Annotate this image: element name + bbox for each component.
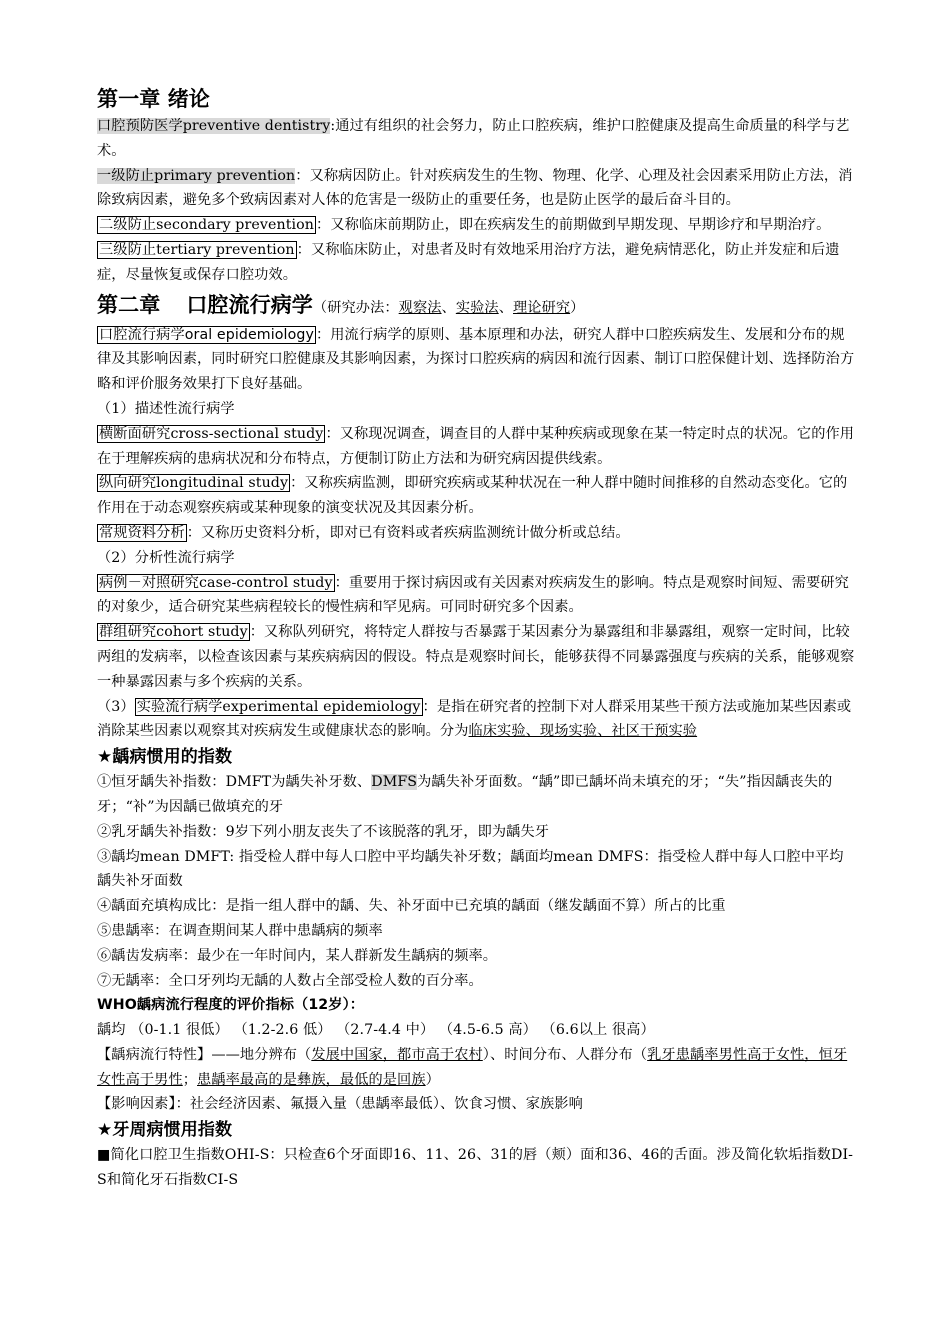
term-case-control: 病例－对照研究case-control study — [99, 574, 333, 591]
caries-index-2: ②乳牙龋失补指数：9岁下列小朋友丧失了不该脱落的乳牙，即为龋失牙 — [97, 823, 550, 840]
term-tertiary-prevention: 三级防止tertiary prevention — [99, 241, 295, 258]
paragraph-experimental: （3） 实验流行病学experimental epidemiology ：是指在研究者的控制下对人群采用某些干预方法或施加某些因素或消除某些因素以观察其对疾病发生或健康状态的影响。分为临床实验、现场实验、社区干预实验 — [97, 698, 852, 740]
document-content — [97, 84, 855, 1193]
caries-index-1: ①恒牙龋失补指数：DMFT为龋失补牙数、DMFS为龋失补牙面数。“龋”即已龋坏尚未填充的牙；“失”指因龋丧失的牙；“补”为因龋已做填充的牙 — [97, 774, 833, 815]
caries-epidemiology: 【龋病流行特性】——地分辨布（发展中国家，都市高于农村）、时间分布、人群分布（乳牙患龋率男性高于女性，恒牙女性高于男性；患龋率最高的是彝族，最低的是回族） — [97, 1046, 848, 1088]
term-cohort: 群组研究cohort study — [99, 624, 248, 641]
caries-index-5: ⑤患龋率：在调查期间某人群中患龋病的频率 — [97, 922, 383, 939]
chapter-1-title: 第一章 绪论 — [97, 87, 210, 111]
caries-index-4: ④龋面充填构成比：是指一组人群中的龋、失、补牙面中已充填的龋面（继发龋面不算）所占的比重 — [97, 898, 726, 915]
who-criteria-levels: 龋均 （0-1.1 很低） （1.2-2.6 低） （2.7-4.4 中） （4.5-6.5 高） （6.6以上 很高） — [97, 1022, 655, 1039]
paragraph-secondary-prevention: 二级防止secondary prevention ：又称临床前期防止，即在疾病发生的前期做到早期发现、早期诊疗和早期治疗。 — [99, 217, 831, 234]
paragraph-routine-analysis: 常规资料分析 ：又称历史资料分析，即对已有资料或者疾病监测统计做分析或总结。 — [99, 524, 630, 541]
term-routine-analysis: 常规资料分析 — [99, 524, 185, 541]
term-cross-sectional: 横断面研究cross-sectional study — [99, 425, 324, 442]
caries-index-6: ⑥龋齿发病率：最少在一年时间内，某人群新发生龋病的频率。 — [97, 947, 498, 964]
chapter-2-methods: （研究办法：观察法、实验法、理论研究） — [312, 299, 585, 316]
who-criteria-title: WHO龋病流行程度的评价指标（12岁）： — [97, 997, 365, 1014]
paragraph-oral-epidemiology: 口腔流行病学oral epidemiology ：用流行病学的原则、基本原理和办法，研究人群中口腔疾病发生、发展和分布的规律及其影响因素，同时研究口腔健康及其影响因素，为探讨口腔疾病的病因和流行因素、制订口腔保健计划、选择防治方略和评价服务效果打下良好基础。 — [97, 326, 855, 393]
paragraph-preventive-dentistry: 口腔预防医学preventive dentistry:通过有组织的社会努力，防止口腔疾病，维护口腔健康及提高生命质量的科学与艺术。 — [97, 118, 850, 159]
caries-factors: 【影响因素】：社会经济因素、氟摄入量（患龋率最低）、饮食习惯、家族影响 — [97, 1096, 583, 1113]
periodontal-index-title: ★牙周病惯用指数 — [97, 1120, 233, 1141]
experimental-types: 临床实验、现场实验、社区干预实验 — [468, 723, 698, 740]
term-oral-epidemiology: 口腔流行病学oral epidemiology — [99, 326, 314, 343]
paragraph-cross-sectional: 横断面研究cross-sectional study ：又称现况调查，调查目的人群中某种疾病或现象在某一特定时点的状况。它的作用在于理解疾病的患病状况和分布特点，方便制订防止方法和为研究病因提供线索。 — [97, 425, 855, 467]
term-experimental: 实验流行病学experimental epidemiology — [136, 698, 421, 715]
caries-index-3: ③龋均mean DMFT: 指受检人群中每人口腔中平均龋失补牙数；龋面均mean DMFS：指受检人群中每人口腔中平均龋失补牙面数 — [97, 848, 844, 890]
chapter-2-title: 第二章 口腔流行病学（研究办法：观察法、实验法、理论研究） — [97, 292, 585, 317]
term-secondary-prevention: 二级防止secondary prevention — [99, 217, 315, 234]
paragraph-case-control: 病例－对照研究case-control study ：重要用于探讨病因或有关因素对疾病发生的影响。特点是观察时间短、需要研究的对象少，适合研究某些病程较长的慢性病和罕见病。可同时研究多个因素。 — [97, 574, 849, 616]
caries-index-7: ⑦无龋率：全口牙列均无龋的人数占全部受检人数的百分率。 — [97, 972, 483, 989]
term-longitudinal: 纵向研究longitudinal study — [99, 475, 289, 492]
term-preventive-dentistry: 口腔预防医学preventive dentistry — [97, 118, 331, 134]
periodontal-index-ohis: ■简化口腔卫生指数OHI-S：只检查6个牙面即16、11、26、31的唇（颊）面和36、46的舌面。涉及简化软垢指数DI-S和简化牙石指数CI-S — [97, 1147, 854, 1189]
subsection-analytical: （2）分析性流行病学 — [97, 549, 235, 566]
paragraph-primary-prevention: 一级防止primary prevention：又称病因防止。针对疾病发生的生物、物理、化学、心理及社会因素采用防止方法，消除致病因素，避免多个致病因素对人体的危害是一级防止的重要任务，也是防止医学的最后奋斗目的。 — [97, 167, 853, 209]
term-primary-prevention: 一级防止primary prevention — [97, 167, 296, 184]
paragraph-longitudinal: 纵向研究longitudinal study ：又称疾病监测，即研究疾病或某种状况在一种人群中随时间推移的自然动态变化。它的作用在于动态观察疾病或某种现象的演变状况及其因素分析。 — [97, 475, 848, 517]
paragraph-tertiary-prevention: 三级防止tertiary prevention ：又称临床防止，对患者及时有效地采用治疗方法，避免病情恶化，防止并发症和后遗症，尽量恢复或保存口腔功效。 — [97, 241, 840, 283]
subsection-descriptive: （1）描述性流行病学 — [97, 400, 235, 417]
caries-index-title: ★龋病惯用的指数 — [97, 747, 233, 768]
paragraph-cohort: 群组研究cohort study ：又称队列研究，将特定人群按与否暴露于某因素分为暴露组和非暴露组，观察一定时间，比较两组的发病率，以检查该因素与某疾病病因的假设。特点是观察时间长，能够获得不同暴露强度与疾病的关系，能够观察一种暴露因素与多个疾病的关系。 — [97, 624, 855, 690]
